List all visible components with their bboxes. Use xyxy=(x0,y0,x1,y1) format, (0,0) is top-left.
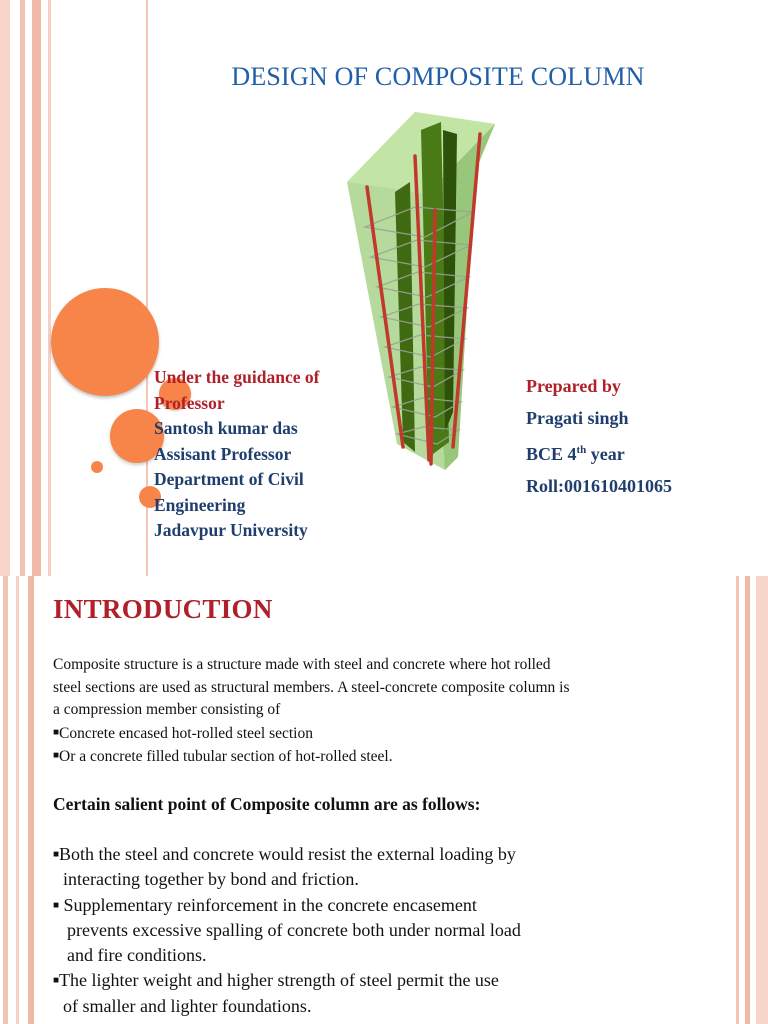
guidance-title: Professor xyxy=(154,392,225,413)
decorative-stripe xyxy=(745,576,750,1024)
decorative-stripe xyxy=(16,576,19,1024)
intro-paragraph xyxy=(53,654,713,769)
slide-heading: INTRODUCTION xyxy=(53,594,273,624)
guidance-heading: Under the guidance of xyxy=(154,367,320,387)
guide-department: Department of Civil xyxy=(154,469,304,489)
year-suffix: year xyxy=(586,444,625,464)
intro-bullet: ■Or a concrete filled tubular section of hot-rolled steel. xyxy=(53,748,393,765)
intro-bullet: ■Concrete encased hot-rolled steel section xyxy=(53,724,313,742)
point-line: interacting together by bond and friction. xyxy=(63,869,359,890)
salient-points xyxy=(53,842,521,1019)
point-line: of smaller and lighter foundations. xyxy=(63,995,312,1016)
prepared-by-block xyxy=(526,370,672,502)
decorative-stripe xyxy=(28,576,34,1024)
salient-heading: Certain salient point of Composite column are as follows: xyxy=(53,794,481,814)
orange-circle-large xyxy=(51,288,159,396)
decorative-stripe xyxy=(756,576,768,1024)
guide-department: Engineering xyxy=(154,494,246,515)
decorative-stripe xyxy=(736,576,739,1024)
bullet-icon: ■ xyxy=(53,726,60,738)
point-line: prevents excessive spalling of concrete both under normal load xyxy=(67,919,521,940)
intro-line: steel sections are used as structural members. A steel-concrete composite column is xyxy=(53,678,570,696)
point-line: ■The lighter weight and higher strength of steel permit the use xyxy=(53,970,499,991)
bullet-icon: ■ xyxy=(53,975,60,987)
guide-name: Santosh kumar das xyxy=(154,418,298,438)
point-line: and fire conditions. xyxy=(67,945,207,966)
guide-position: Assisant Professor xyxy=(154,443,292,464)
guidance-block xyxy=(154,365,374,544)
bullet-icon: ■ xyxy=(53,899,60,911)
point-line: ■Both the steel and concrete would resist the external loading by xyxy=(53,844,516,864)
intro-line: a compression member consisting of xyxy=(53,701,281,718)
intro-line: Composite structure is a structure made with steel and concrete where hot rolled xyxy=(53,656,551,673)
year-prefix: BCE 4 xyxy=(526,444,577,464)
bullet-icon: ■ xyxy=(53,849,60,860)
introduction-slide xyxy=(0,576,768,1024)
decorative-stripe xyxy=(3,576,8,1024)
prepared-by-label: Prepared by xyxy=(526,376,621,396)
student-name: Pragati singh xyxy=(526,408,629,428)
student-year xyxy=(526,434,672,470)
student-roll: Roll:001610401065 xyxy=(526,476,672,496)
point-line: ■ Supplementary reinforcement in the concrete encasement xyxy=(53,894,477,915)
guide-university: Jadavpur University xyxy=(154,520,308,540)
bullet-icon: ■ xyxy=(53,750,60,761)
orange-dot xyxy=(91,461,103,473)
slide-title: DESIGN OF COMPOSITE COLUMN xyxy=(231,62,645,91)
year-superscript: th xyxy=(576,444,587,456)
